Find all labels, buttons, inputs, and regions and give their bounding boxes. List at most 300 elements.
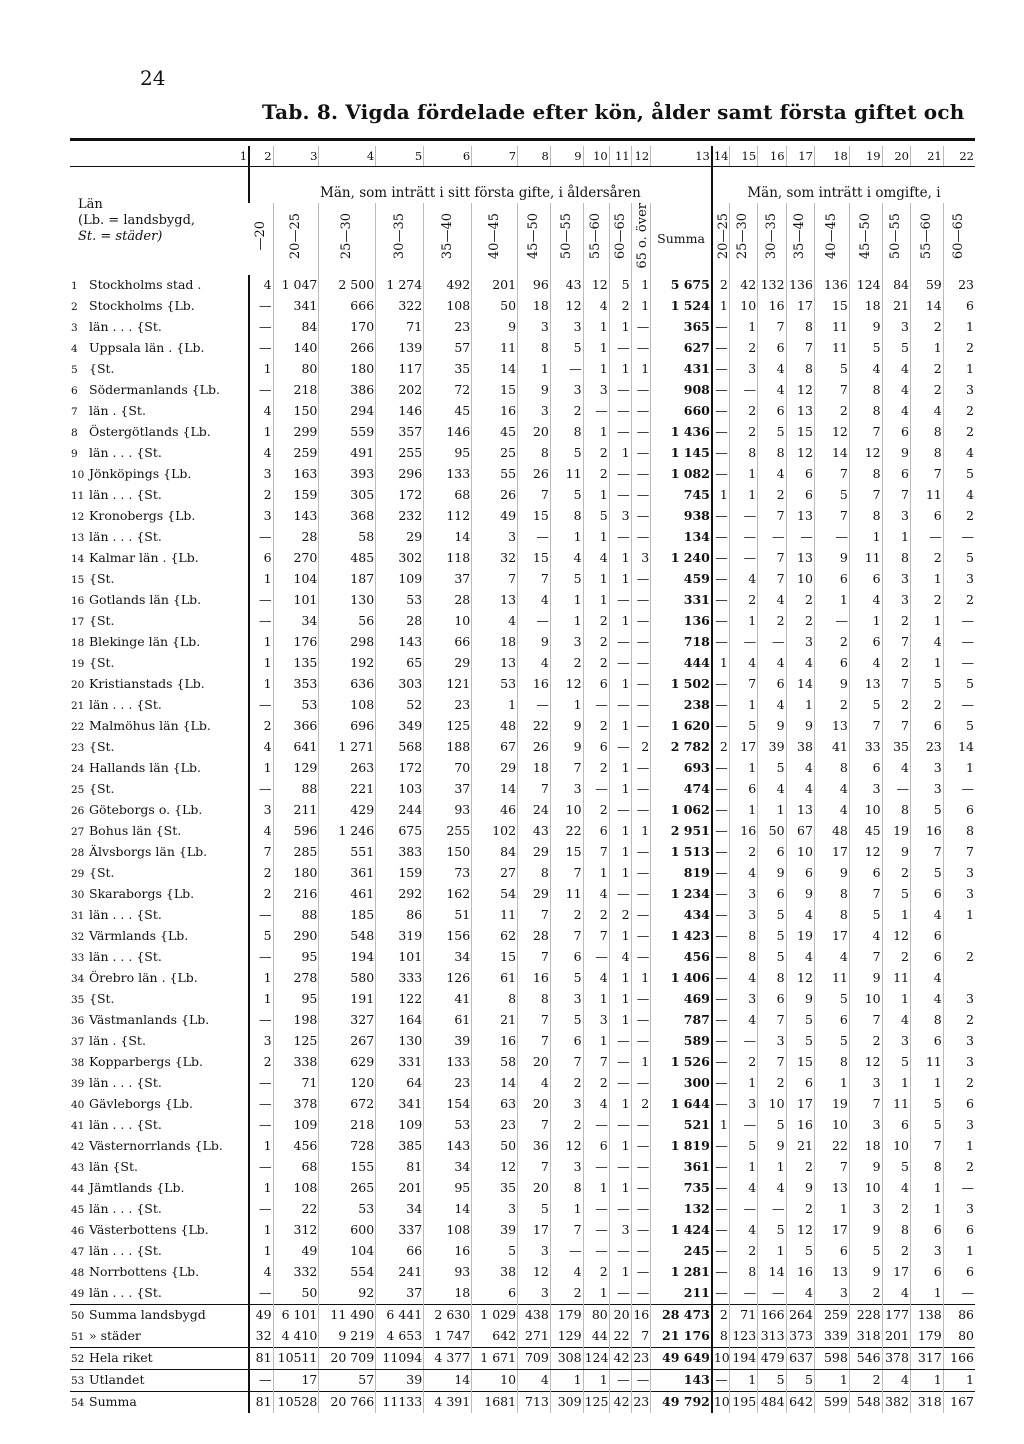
cell: 8 xyxy=(729,947,757,968)
row-label xyxy=(70,485,249,506)
cell: 20 xyxy=(518,1052,551,1073)
cell: — xyxy=(631,380,651,401)
cell: 259 xyxy=(814,1304,849,1326)
cell: 18 xyxy=(472,632,518,653)
cell: 1 xyxy=(550,1369,583,1391)
cell: 102 xyxy=(472,821,518,842)
cell: 39 xyxy=(472,1220,518,1241)
cell: 50 xyxy=(758,821,786,842)
column-number: 6 xyxy=(424,146,472,167)
cell: 5 xyxy=(910,1094,943,1115)
cell: 1 xyxy=(609,569,631,590)
cell: 2 xyxy=(882,1241,910,1262)
cell: 3 xyxy=(943,989,975,1010)
row-number: 13 xyxy=(71,531,85,544)
cell: 23 xyxy=(910,737,943,758)
cell: 8 xyxy=(814,758,849,779)
cell: 1 xyxy=(943,317,975,338)
table-row xyxy=(70,926,975,947)
cell: 1 xyxy=(786,695,814,716)
cell: 53 xyxy=(319,1199,376,1220)
cell: 1 xyxy=(609,548,631,569)
cell: 18 xyxy=(849,296,882,317)
cell: 6 xyxy=(583,737,609,758)
cell: 15 xyxy=(472,380,518,401)
cell: 132 xyxy=(758,275,786,296)
cell: 5 xyxy=(758,947,786,968)
cell: — xyxy=(882,779,910,800)
cell: 1 xyxy=(729,758,757,779)
cell: 6 xyxy=(583,821,609,842)
row-number: 28 xyxy=(71,846,85,859)
cell: 11094 xyxy=(376,1347,424,1369)
cell: 150 xyxy=(273,401,319,422)
cell: 1 xyxy=(609,968,631,989)
cell: 13 xyxy=(814,1178,849,1199)
age-label: 20—25 xyxy=(715,212,731,259)
cell: — xyxy=(631,317,651,338)
cell: — xyxy=(712,1073,729,1094)
cell: — xyxy=(712,758,729,779)
cell: 599 xyxy=(814,1391,849,1413)
cell: 361 xyxy=(319,863,376,884)
cell: 9 xyxy=(849,1220,882,1241)
cell: 1 406 xyxy=(651,968,712,989)
row-label xyxy=(70,1031,249,1052)
cell: 2 xyxy=(631,737,651,758)
cell: 4 xyxy=(786,947,814,968)
cell: 125 xyxy=(583,1391,609,1413)
cell: 29 xyxy=(472,758,518,779)
cell: — xyxy=(712,569,729,590)
cell: 4 xyxy=(729,1220,757,1241)
cell: 2 xyxy=(583,905,609,926)
cell: 1 xyxy=(583,989,609,1010)
cell: — xyxy=(631,1199,651,1220)
cell: 7 xyxy=(583,842,609,863)
row-number: 40 xyxy=(71,1098,85,1111)
row-label xyxy=(70,317,249,338)
cell: — xyxy=(631,1136,651,1157)
row-label xyxy=(70,527,249,548)
cell: 7 xyxy=(249,842,273,863)
age-remarriage xyxy=(786,203,814,275)
row-number: 45 xyxy=(71,1203,85,1216)
cell: 270 xyxy=(273,548,319,569)
column-number: 13 xyxy=(651,146,712,167)
cell: 10 xyxy=(786,569,814,590)
cell: 1 xyxy=(712,296,729,317)
table-row xyxy=(70,1220,975,1241)
cell: 3 xyxy=(786,632,814,653)
cell: 8 xyxy=(882,1220,910,1241)
cell: 485 xyxy=(319,548,376,569)
cell: 1 xyxy=(249,674,273,695)
cell: 12 xyxy=(882,926,910,947)
table-row xyxy=(70,863,975,884)
cell: 232 xyxy=(376,506,424,527)
row-name: Gotlands län {Lb. xyxy=(89,591,202,607)
cell: 5 xyxy=(550,569,583,590)
table-row xyxy=(70,275,975,296)
table-row xyxy=(70,1052,975,1073)
cell: — xyxy=(631,590,651,611)
cell: 2 xyxy=(249,1052,273,1073)
cell: 17 xyxy=(814,926,849,947)
cell: 58 xyxy=(472,1052,518,1073)
cell: 2 xyxy=(712,737,729,758)
cell: — xyxy=(712,359,729,380)
row-name: {St. xyxy=(89,612,115,628)
cell: 18 xyxy=(849,1136,882,1157)
age-first xyxy=(472,203,518,275)
cell: 7 xyxy=(814,464,849,485)
cell: 1 xyxy=(849,611,882,632)
cell: 28 xyxy=(273,527,319,548)
age-label: 35—40 xyxy=(439,212,455,259)
cell: 216 xyxy=(273,884,319,905)
cell: 11 xyxy=(550,464,583,485)
cell: 1 145 xyxy=(651,443,712,464)
cell: 589 xyxy=(651,1031,712,1052)
cell: — xyxy=(631,401,651,422)
cell: 1 xyxy=(910,1178,943,1199)
cell: 4 xyxy=(882,1283,910,1305)
cell: 3 xyxy=(472,1199,518,1220)
cell: 44 xyxy=(583,1326,609,1348)
cell: 6 xyxy=(849,632,882,653)
cell: 56 xyxy=(319,611,376,632)
cell: 1 xyxy=(631,968,651,989)
cell: 2 xyxy=(910,380,943,401)
cell: 2 xyxy=(583,632,609,653)
column-number: 8 xyxy=(518,146,551,167)
cell: 3 xyxy=(943,884,975,905)
cell: 48 xyxy=(472,716,518,737)
cell: 319 xyxy=(376,926,424,947)
cell: 38 xyxy=(786,737,814,758)
cell: 521 xyxy=(651,1115,712,1136)
cell: 12 xyxy=(550,1136,583,1157)
cell: — xyxy=(550,359,583,380)
cell: 6 xyxy=(758,842,786,863)
cell: 37 xyxy=(424,779,472,800)
cell: 26 xyxy=(518,737,551,758)
table-title: Tab. 8. Vigda fördelade efter kön, ålder samt första giftet och xyxy=(262,100,965,124)
cell: 14 xyxy=(758,1262,786,1283)
lan-header xyxy=(70,167,249,275)
cell: 5 xyxy=(472,1241,518,1262)
age-label: —20 xyxy=(252,221,268,251)
row-number: 24 xyxy=(71,762,85,775)
cell: 4 xyxy=(518,590,551,611)
cell: 53 xyxy=(273,695,319,716)
cell: 908 xyxy=(651,380,712,401)
cell: 146 xyxy=(376,401,424,422)
row-number: 51 xyxy=(71,1330,85,1343)
cell: — xyxy=(712,1031,729,1052)
cell: 6 xyxy=(910,506,943,527)
cell: 5 xyxy=(758,1115,786,1136)
lan-note-landsbygd: (Lb. = landsbygd, xyxy=(78,212,196,228)
cell: 4 xyxy=(249,443,273,464)
cell: 7 xyxy=(518,779,551,800)
column-number: 16 xyxy=(758,146,786,167)
cell: 7 xyxy=(849,716,882,737)
cell: 1 xyxy=(609,317,631,338)
cell: 198 xyxy=(273,1010,319,1031)
cell: — xyxy=(249,317,273,338)
column-number: 7 xyxy=(472,146,518,167)
cell: — xyxy=(786,527,814,548)
cell: 3 xyxy=(910,1241,943,1262)
cell: — xyxy=(609,800,631,821)
row-name: län . . . {St. xyxy=(89,696,162,712)
cell: 1 029 xyxy=(472,1304,518,1326)
cell: 5 xyxy=(786,1031,814,1052)
cell: 265 xyxy=(319,1178,376,1199)
cell: 5 xyxy=(910,1115,943,1136)
cell: 1 xyxy=(631,821,651,842)
cell: 6 xyxy=(729,779,757,800)
row-number: 8 xyxy=(71,426,78,439)
cell: 202 xyxy=(376,380,424,401)
cell: 81 xyxy=(249,1391,273,1413)
cell: 2 951 xyxy=(651,821,712,842)
cell: 136 xyxy=(814,275,849,296)
cell: — xyxy=(609,1052,631,1073)
cell: — xyxy=(249,947,273,968)
row-number: 32 xyxy=(71,930,85,943)
cell: 1 xyxy=(729,695,757,716)
row-number: 25 xyxy=(71,783,85,796)
age-label: 55—60 xyxy=(918,212,934,259)
cell: 33 xyxy=(849,737,882,758)
cell: 1681 xyxy=(472,1391,518,1413)
cell: 61 xyxy=(472,968,518,989)
cell: 2 xyxy=(758,611,786,632)
cell: — xyxy=(712,863,729,884)
cell: 201 xyxy=(882,1326,910,1348)
cell: 4 377 xyxy=(424,1347,472,1369)
cell: 20 xyxy=(518,422,551,443)
cell: 3 xyxy=(882,317,910,338)
cell: 23 xyxy=(631,1347,651,1369)
cell: 7 xyxy=(758,569,786,590)
cell: 1 526 xyxy=(651,1052,712,1073)
cell: — xyxy=(814,527,849,548)
cell: 10 xyxy=(786,842,814,863)
cell: 6 xyxy=(814,653,849,674)
cell: 5 xyxy=(882,884,910,905)
cell: 627 xyxy=(651,338,712,359)
cell: — xyxy=(583,1199,609,1220)
cell: 2 xyxy=(910,695,943,716)
row-label xyxy=(70,968,249,989)
cell: — xyxy=(631,800,651,821)
cell: 1 271 xyxy=(319,737,376,758)
cell: 357 xyxy=(376,422,424,443)
cell: 636 xyxy=(319,674,376,695)
cell: 12 xyxy=(849,443,882,464)
cell: 7 xyxy=(849,947,882,968)
row-name: län . {St. xyxy=(89,402,146,418)
cell: 11 xyxy=(472,338,518,359)
cell: 4 xyxy=(550,1262,583,1283)
cell: 3 xyxy=(550,779,583,800)
cell: 86 xyxy=(943,1304,975,1326)
cell: 23 xyxy=(424,1073,472,1094)
row-number: 9 xyxy=(71,447,78,460)
table-row xyxy=(70,737,975,758)
cell: 139 xyxy=(376,338,424,359)
column-number: 15 xyxy=(729,146,757,167)
cell: 2 xyxy=(882,695,910,716)
cell: 143 xyxy=(424,1136,472,1157)
cell: 713 xyxy=(518,1391,551,1413)
cell: — xyxy=(249,296,273,317)
cell: — xyxy=(631,779,651,800)
cell: 43 xyxy=(518,821,551,842)
cell: 305 xyxy=(319,485,376,506)
cell: 7 xyxy=(518,1010,551,1031)
cell: 10 xyxy=(849,989,882,1010)
cell: 6 xyxy=(786,464,814,485)
cell: 4 xyxy=(583,296,609,317)
age-label: 40—45 xyxy=(823,212,839,259)
cell: 4 410 xyxy=(273,1326,319,1348)
cell: 637 xyxy=(786,1347,814,1369)
cell: 16 xyxy=(786,1115,814,1136)
row-label xyxy=(70,338,249,359)
cell: 6 xyxy=(758,884,786,905)
table-row xyxy=(70,758,975,779)
cell: 211 xyxy=(273,800,319,821)
cell: — xyxy=(249,338,273,359)
cell: 5 xyxy=(518,1199,551,1220)
cell: 1 xyxy=(609,1262,631,1283)
cell: 9 xyxy=(786,884,814,905)
cell: — xyxy=(583,779,609,800)
cell: 172 xyxy=(376,758,424,779)
cell: 42 xyxy=(729,275,757,296)
cell: 5 xyxy=(758,422,786,443)
cell: 2 xyxy=(583,716,609,737)
cell: 129 xyxy=(550,1326,583,1348)
cell: — xyxy=(712,611,729,632)
cell: 5 xyxy=(882,338,910,359)
cell: — xyxy=(631,464,651,485)
row-number: 11 xyxy=(71,489,85,502)
cell: 4 xyxy=(249,737,273,758)
cell: 1 xyxy=(729,464,757,485)
cell: 16 xyxy=(758,296,786,317)
row-name: Örebro län . {Lb. xyxy=(89,969,198,985)
cell: 53 xyxy=(376,590,424,611)
cell: 461 xyxy=(319,884,376,905)
cell: 1 xyxy=(249,569,273,590)
table-row xyxy=(70,653,975,674)
row-label xyxy=(70,1178,249,1199)
cell: — xyxy=(712,548,729,569)
cell: 331 xyxy=(651,590,712,611)
cell: 3 xyxy=(943,1115,975,1136)
cell: 21 xyxy=(882,296,910,317)
cell: 95 xyxy=(273,947,319,968)
cell: 154 xyxy=(424,1094,472,1115)
row-number: 30 xyxy=(71,888,85,901)
cell: 104 xyxy=(319,1241,376,1262)
cell: — xyxy=(249,779,273,800)
cell: 1 xyxy=(814,1073,849,1094)
cell: — xyxy=(712,947,729,968)
cell: — xyxy=(249,695,273,716)
cell: — xyxy=(583,401,609,422)
age-first xyxy=(609,203,631,275)
cell: 4 xyxy=(882,380,910,401)
cell: — xyxy=(712,716,729,737)
table-row xyxy=(70,1094,975,1115)
cell: 3 xyxy=(631,548,651,569)
column-number: 18 xyxy=(814,146,849,167)
table-row xyxy=(70,590,975,611)
cell: 10 xyxy=(550,800,583,821)
cell: — xyxy=(631,1115,651,1136)
cell: 7 xyxy=(849,1094,882,1115)
cell: 313 xyxy=(758,1326,786,1348)
cell: 28 xyxy=(376,611,424,632)
row-name: län {St. xyxy=(89,1158,138,1174)
age-label: 65 o. över xyxy=(634,203,650,269)
cell: 3 xyxy=(518,1241,551,1262)
cell: 162 xyxy=(424,884,472,905)
cell: 3 xyxy=(550,1094,583,1115)
cell: — xyxy=(249,905,273,926)
cell: 365 xyxy=(651,317,712,338)
row-label xyxy=(70,653,249,674)
cell: 3 xyxy=(249,464,273,485)
cell: 129 xyxy=(273,758,319,779)
cell: 9 xyxy=(472,317,518,338)
cell: 135 xyxy=(273,653,319,674)
cell: 67 xyxy=(472,737,518,758)
cell: 4 xyxy=(758,590,786,611)
cell: — xyxy=(550,1241,583,1262)
cell: — xyxy=(631,338,651,359)
cell: 4 xyxy=(786,653,814,674)
cell: 2 xyxy=(249,884,273,905)
cell: 1 xyxy=(814,590,849,611)
cell: 7 xyxy=(882,674,910,695)
age-first xyxy=(583,203,609,275)
cell: 14 xyxy=(424,1369,472,1391)
cell: 6 xyxy=(786,863,814,884)
cell: 8 xyxy=(518,338,551,359)
cell: 1 xyxy=(729,317,757,338)
cell: 35 xyxy=(882,737,910,758)
cell: 1 xyxy=(249,1178,273,1199)
cell: 18 xyxy=(518,296,551,317)
cell: 1 xyxy=(910,611,943,632)
cell: 28 xyxy=(518,926,551,947)
cell: 2 xyxy=(550,1115,583,1136)
cell: 2 xyxy=(943,947,975,968)
cell: 159 xyxy=(273,485,319,506)
cell: — xyxy=(609,527,631,548)
cell: 221 xyxy=(319,779,376,800)
cell: 4 xyxy=(849,590,882,611)
row-name: Västernorrlands {Lb. xyxy=(89,1137,223,1153)
